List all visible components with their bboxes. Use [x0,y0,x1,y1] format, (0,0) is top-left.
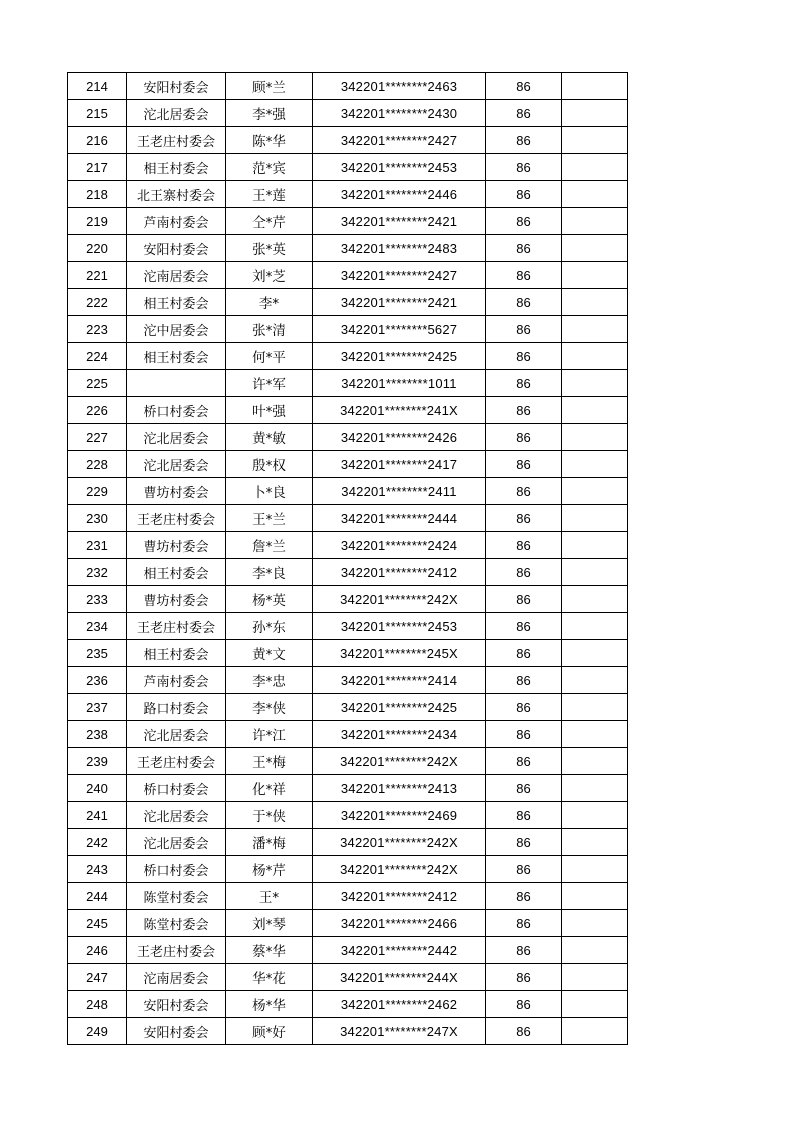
table-row [68,154,628,181]
row-number-cell: 233 [68,586,127,613]
table-row [68,586,628,613]
note-cell [562,613,628,640]
note-cell [562,370,628,397]
row-number-cell: 239 [68,748,127,775]
note-cell [562,424,628,451]
score-cell: 86 [486,937,562,964]
person-name-cell: 范*宾 [226,154,313,181]
score-cell: 86 [486,1018,562,1045]
row-number-cell: 232 [68,559,127,586]
row-number-cell: 222 [68,289,127,316]
unit-cell: 曹坊村委会 [127,478,226,505]
id-number-cell: 342201********2412 [313,559,486,586]
table-row [68,667,628,694]
person-name-cell: 蔡*华 [226,937,313,964]
score-cell: 86 [486,262,562,289]
table-row [68,532,628,559]
table-row [68,127,628,154]
table-row [68,1018,628,1045]
note-cell [562,937,628,964]
table-row [68,559,628,586]
table-row [68,505,628,532]
unit-cell: 沱北居委会 [127,802,226,829]
score-cell: 86 [486,640,562,667]
row-number-cell: 248 [68,991,127,1018]
note-cell [562,397,628,424]
id-number-cell: 342201********2412 [313,883,486,910]
unit-cell: 沱北居委会 [127,829,226,856]
person-name-cell: 叶*强 [226,397,313,424]
score-cell: 86 [486,964,562,991]
score-cell: 86 [486,154,562,181]
unit-cell: 王老庄村委会 [127,613,226,640]
note-cell [562,802,628,829]
score-cell: 86 [486,100,562,127]
score-cell: 86 [486,451,562,478]
row-number-cell: 216 [68,127,127,154]
id-number-cell: 342201********2453 [313,613,486,640]
table-row [68,235,628,262]
id-number-cell: 342201********2463 [313,73,486,100]
note-cell [562,289,628,316]
table-row [68,289,628,316]
note-cell [562,235,628,262]
score-cell: 86 [486,802,562,829]
person-name-cell: 许*江 [226,721,313,748]
note-cell [562,640,628,667]
unit-cell: 沱北居委会 [127,721,226,748]
unit-cell: 相王村委会 [127,289,226,316]
unit-cell: 沱北居委会 [127,424,226,451]
score-cell: 86 [486,613,562,640]
score-cell: 86 [486,370,562,397]
row-number-cell: 228 [68,451,127,478]
unit-cell [127,370,226,397]
id-number-cell: 342201********2421 [313,289,486,316]
person-name-cell: 殷*权 [226,451,313,478]
row-number-cell: 242 [68,829,127,856]
id-number-cell: 342201********2466 [313,910,486,937]
row-number-cell: 240 [68,775,127,802]
person-name-cell: 化*祥 [226,775,313,802]
note-cell [562,208,628,235]
person-name-cell: 孙*东 [226,613,313,640]
row-number-cell: 218 [68,181,127,208]
row-number-cell: 219 [68,208,127,235]
person-name-cell: 王*莲 [226,181,313,208]
person-name-cell: 杨*华 [226,991,313,1018]
id-number-cell: 342201********2462 [313,991,486,1018]
unit-cell: 沱北居委会 [127,451,226,478]
id-number-cell: 342201********2483 [313,235,486,262]
note-cell [562,721,628,748]
score-cell: 86 [486,181,562,208]
person-name-cell: 黄*文 [226,640,313,667]
row-number-cell: 227 [68,424,127,451]
table-row [68,910,628,937]
row-number-cell: 238 [68,721,127,748]
id-number-cell: 342201********2425 [313,694,486,721]
person-name-cell: 詹*兰 [226,532,313,559]
score-cell: 86 [486,478,562,505]
score-cell: 86 [486,343,562,370]
row-number-cell: 231 [68,532,127,559]
id-number-cell: 342201********2427 [313,127,486,154]
id-number-cell: 342201********5627 [313,316,486,343]
person-name-cell: 何*平 [226,343,313,370]
score-cell: 86 [486,532,562,559]
unit-cell: 陈堂村委会 [127,883,226,910]
score-cell: 86 [486,721,562,748]
score-cell: 86 [486,424,562,451]
person-name-cell: 刘*芝 [226,262,313,289]
person-name-cell: 王*梅 [226,748,313,775]
score-cell: 86 [486,586,562,613]
score-cell: 86 [486,505,562,532]
id-number-cell: 342201********2421 [313,208,486,235]
note-cell [562,505,628,532]
score-cell: 86 [486,829,562,856]
row-number-cell: 229 [68,478,127,505]
score-cell: 86 [486,775,562,802]
id-number-cell: 342201********241X [313,397,486,424]
unit-cell: 相王村委会 [127,343,226,370]
note-cell [562,667,628,694]
id-number-cell: 342201********2453 [313,154,486,181]
person-name-cell: 王*兰 [226,505,313,532]
person-name-cell: 顾*兰 [226,73,313,100]
person-name-cell: 李*侠 [226,694,313,721]
table-row [68,802,628,829]
person-name-cell: 卜*良 [226,478,313,505]
note-cell [562,964,628,991]
id-number-cell: 342201********247X [313,1018,486,1045]
score-cell: 86 [486,235,562,262]
unit-cell: 安阳村委会 [127,991,226,1018]
id-number-cell: 342201********2430 [313,100,486,127]
person-name-cell: 张*英 [226,235,313,262]
note-cell [562,100,628,127]
note-cell [562,1018,628,1045]
note-cell [562,154,628,181]
note-cell [562,856,628,883]
unit-cell: 桥口村委会 [127,775,226,802]
person-name-cell: 刘*琴 [226,910,313,937]
table-row [68,991,628,1018]
row-number-cell: 214 [68,73,127,100]
table-row [68,775,628,802]
table-row [68,856,628,883]
row-number-cell: 235 [68,640,127,667]
id-number-cell: 342201********2469 [313,802,486,829]
id-number-cell: 342201********242X [313,748,486,775]
unit-cell: 王老庄村委会 [127,127,226,154]
score-cell: 86 [486,910,562,937]
score-cell: 86 [486,397,562,424]
unit-cell: 路口村委会 [127,694,226,721]
unit-cell: 相王村委会 [127,154,226,181]
table-row [68,181,628,208]
person-name-cell: 李*强 [226,100,313,127]
unit-cell: 桥口村委会 [127,856,226,883]
row-number-cell: 215 [68,100,127,127]
person-name-cell: 潘*梅 [226,829,313,856]
table-row [68,343,628,370]
row-number-cell: 234 [68,613,127,640]
table-row [68,748,628,775]
unit-cell: 芦南村委会 [127,208,226,235]
table-row [68,370,628,397]
table-row [68,262,628,289]
row-number-cell: 249 [68,1018,127,1045]
unit-cell: 曹坊村委会 [127,586,226,613]
person-name-cell: 李* [226,289,313,316]
note-cell [562,748,628,775]
row-number-cell: 243 [68,856,127,883]
table-row [68,694,628,721]
note-cell [562,910,628,937]
table-row [68,208,628,235]
id-number-cell: 342201********2442 [313,937,486,964]
id-number-cell: 342201********2417 [313,451,486,478]
unit-cell: 相王村委会 [127,559,226,586]
score-cell: 86 [486,127,562,154]
unit-cell: 陈堂村委会 [127,910,226,937]
note-cell [562,127,628,154]
note-cell [562,883,628,910]
row-number-cell: 244 [68,883,127,910]
table-row [68,100,628,127]
person-name-cell: 黄*敏 [226,424,313,451]
id-number-cell: 342201********2446 [313,181,486,208]
person-name-cell: 许*军 [226,370,313,397]
person-name-cell: 杨*芹 [226,856,313,883]
id-number-cell: 342201********2424 [313,532,486,559]
roster-table-body [68,73,628,1045]
id-number-cell: 342201********2427 [313,262,486,289]
table-row [68,451,628,478]
row-number-cell: 237 [68,694,127,721]
person-name-cell: 王* [226,883,313,910]
note-cell [562,478,628,505]
row-number-cell: 225 [68,370,127,397]
note-cell [562,532,628,559]
note-cell [562,262,628,289]
row-number-cell: 217 [68,154,127,181]
unit-cell: 曹坊村委会 [127,532,226,559]
unit-cell: 沱中居委会 [127,316,226,343]
table-row [68,424,628,451]
row-number-cell: 247 [68,964,127,991]
person-name-cell: 于*侠 [226,802,313,829]
row-number-cell: 245 [68,910,127,937]
id-number-cell: 342201********2414 [313,667,486,694]
score-cell: 86 [486,748,562,775]
unit-cell: 王老庄村委会 [127,505,226,532]
note-cell [562,316,628,343]
row-number-cell: 246 [68,937,127,964]
id-number-cell: 342201********245X [313,640,486,667]
person-name-cell: 李*忠 [226,667,313,694]
unit-cell: 安阳村委会 [127,235,226,262]
id-number-cell: 342201********2434 [313,721,486,748]
person-name-cell: 华*花 [226,964,313,991]
id-number-cell: 342201********244X [313,964,486,991]
note-cell [562,694,628,721]
table-row [68,937,628,964]
table-row [68,829,628,856]
score-cell: 86 [486,208,562,235]
table-row [68,73,628,100]
note-cell [562,829,628,856]
note-cell [562,73,628,100]
table-row [68,397,628,424]
unit-cell: 安阳村委会 [127,1018,226,1045]
table-row [68,964,628,991]
score-cell: 86 [486,856,562,883]
note-cell [562,451,628,478]
score-cell: 86 [486,883,562,910]
table-row [68,478,628,505]
unit-cell: 芦南村委会 [127,667,226,694]
id-number-cell: 342201********242X [313,829,486,856]
score-cell: 86 [486,316,562,343]
person-name-cell: 陈*华 [226,127,313,154]
unit-cell: 安阳村委会 [127,73,226,100]
person-name-cell: 李*良 [226,559,313,586]
row-number-cell: 226 [68,397,127,424]
id-number-cell: 342201********242X [313,856,486,883]
unit-cell: 沱南居委会 [127,964,226,991]
roster-table [67,72,628,1045]
note-cell [562,991,628,1018]
unit-cell: 北王寨村委会 [127,181,226,208]
row-number-cell: 223 [68,316,127,343]
id-number-cell: 342201********2413 [313,775,486,802]
id-number-cell: 342201********242X [313,586,486,613]
note-cell [562,181,628,208]
score-cell: 86 [486,667,562,694]
score-cell: 86 [486,559,562,586]
unit-cell: 沱北居委会 [127,100,226,127]
id-number-cell: 342201********1011 [313,370,486,397]
person-name-cell: 杨*英 [226,586,313,613]
row-number-cell: 221 [68,262,127,289]
row-number-cell: 220 [68,235,127,262]
id-number-cell: 342201********2444 [313,505,486,532]
score-cell: 86 [486,289,562,316]
person-name-cell: 张*清 [226,316,313,343]
id-number-cell: 342201********2411 [313,478,486,505]
table-row [68,640,628,667]
id-number-cell: 342201********2426 [313,424,486,451]
note-cell [562,586,628,613]
score-cell: 86 [486,694,562,721]
unit-cell: 王老庄村委会 [127,748,226,775]
score-cell: 86 [486,991,562,1018]
note-cell [562,343,628,370]
unit-cell: 沱南居委会 [127,262,226,289]
row-number-cell: 236 [68,667,127,694]
table-row [68,316,628,343]
unit-cell: 王老庄村委会 [127,937,226,964]
unit-cell: 相王村委会 [127,640,226,667]
table-row [68,883,628,910]
row-number-cell: 224 [68,343,127,370]
table-row [68,613,628,640]
id-number-cell: 342201********2425 [313,343,486,370]
note-cell [562,775,628,802]
table-row [68,721,628,748]
row-number-cell: 241 [68,802,127,829]
person-name-cell: 仝*芹 [226,208,313,235]
score-cell: 86 [486,73,562,100]
note-cell [562,559,628,586]
unit-cell: 桥口村委会 [127,397,226,424]
row-number-cell: 230 [68,505,127,532]
person-name-cell: 顾*好 [226,1018,313,1045]
